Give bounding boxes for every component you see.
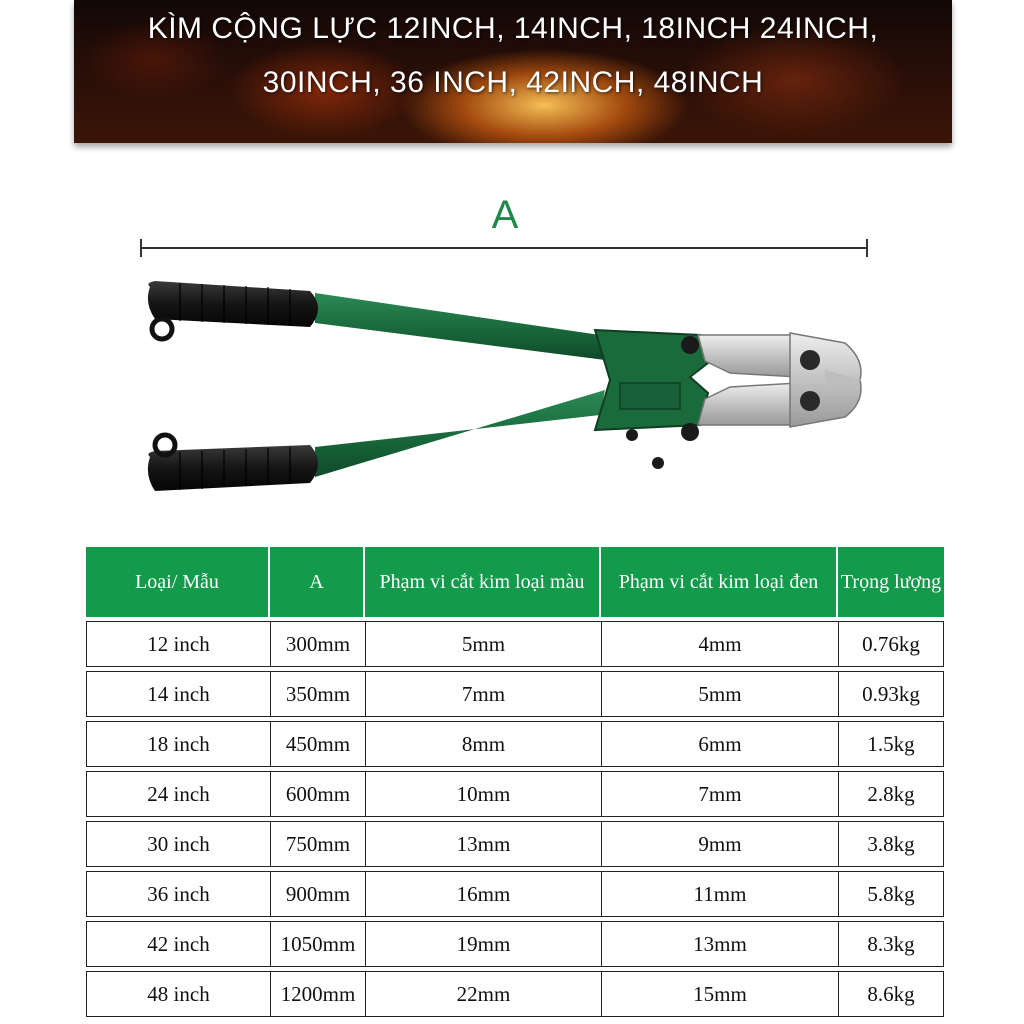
banner-title-line-1: KÌM CỘNG LỰC 12INCH, 14INCH, 18INCH 24INCH, — [147, 12, 879, 45]
cell-weight: 0.93kg — [838, 671, 944, 717]
cell-model: 36 inch — [86, 871, 270, 917]
header-ferrous-range: Phạm vi cắt kim loại đen — [601, 547, 838, 617]
cell-weight: 3.8kg — [838, 821, 944, 867]
table-row — [86, 871, 944, 917]
table-row — [86, 721, 944, 767]
cell-nonferrous-range: 10mm — [365, 771, 601, 817]
header-weight: Trọng lượng — [838, 547, 944, 617]
table-row — [86, 921, 944, 967]
cell-weight: 8.3kg — [838, 921, 944, 967]
cell-model: 18 inch — [86, 721, 270, 767]
cell-nonferrous-range: 5mm — [365, 621, 601, 667]
cell-ferrous-range: 11mm — [601, 871, 838, 917]
cell-length-a: 350mm — [270, 671, 365, 717]
header-length-a: A — [270, 547, 365, 617]
cell-weight: 0.76kg — [838, 621, 944, 667]
banner-title-line-2: 30INCH, 36 INCH, 42INCH, 48INCH — [262, 66, 764, 99]
cell-nonferrous-range: 22mm — [365, 971, 601, 1017]
cell-ferrous-range: 9mm — [601, 821, 838, 867]
bolt-cutter-icon — [130, 265, 870, 505]
dimension-tick-right — [866, 239, 868, 257]
header-banner — [74, 0, 952, 143]
cell-ferrous-range: 6mm — [601, 721, 838, 767]
cell-length-a: 450mm — [270, 721, 365, 767]
cell-ferrous-range: 7mm — [601, 771, 838, 817]
cell-ferrous-range: 15mm — [601, 971, 838, 1017]
cell-model: 30 inch — [86, 821, 270, 867]
cell-ferrous-range: 13mm — [601, 921, 838, 967]
table-header-row — [86, 547, 944, 617]
cell-nonferrous-range: 13mm — [365, 821, 601, 867]
cell-length-a: 1050mm — [270, 921, 365, 967]
cell-model: 42 inch — [86, 921, 270, 967]
header-model: Loại/ Mẫu — [86, 547, 270, 617]
dimension-label: A — [491, 193, 519, 237]
cell-model: 14 inch — [86, 671, 270, 717]
cell-model: 24 inch — [86, 771, 270, 817]
table-row — [86, 621, 944, 667]
dimension-line — [140, 247, 868, 249]
dimension-tick-left — [140, 239, 142, 257]
header-nonferrous-range: Phạm vi cắt kim loại màu — [365, 547, 601, 617]
cell-length-a: 600mm — [270, 771, 365, 817]
cell-weight: 5.8kg — [838, 871, 944, 917]
specification-table — [86, 543, 944, 1021]
cell-ferrous-range: 4mm — [601, 621, 838, 667]
cell-length-a: 1200mm — [270, 971, 365, 1017]
cell-nonferrous-range: 7mm — [365, 671, 601, 717]
cell-length-a: 750mm — [270, 821, 365, 867]
cell-weight: 1.5kg — [838, 721, 944, 767]
cell-nonferrous-range: 8mm — [365, 721, 601, 767]
cell-model: 48 inch — [86, 971, 270, 1017]
table-row — [86, 971, 944, 1017]
cell-nonferrous-range: 19mm — [365, 921, 601, 967]
table-row — [86, 771, 944, 817]
cell-model: 12 inch — [86, 621, 270, 667]
cell-nonferrous-range: 16mm — [365, 871, 601, 917]
table-row — [86, 671, 944, 717]
cell-length-a: 300mm — [270, 621, 365, 667]
cell-weight: 2.8kg — [838, 771, 944, 817]
cell-weight: 8.6kg — [838, 971, 944, 1017]
cell-length-a: 900mm — [270, 871, 365, 917]
cell-ferrous-range: 5mm — [601, 671, 838, 717]
table-row — [86, 821, 944, 867]
